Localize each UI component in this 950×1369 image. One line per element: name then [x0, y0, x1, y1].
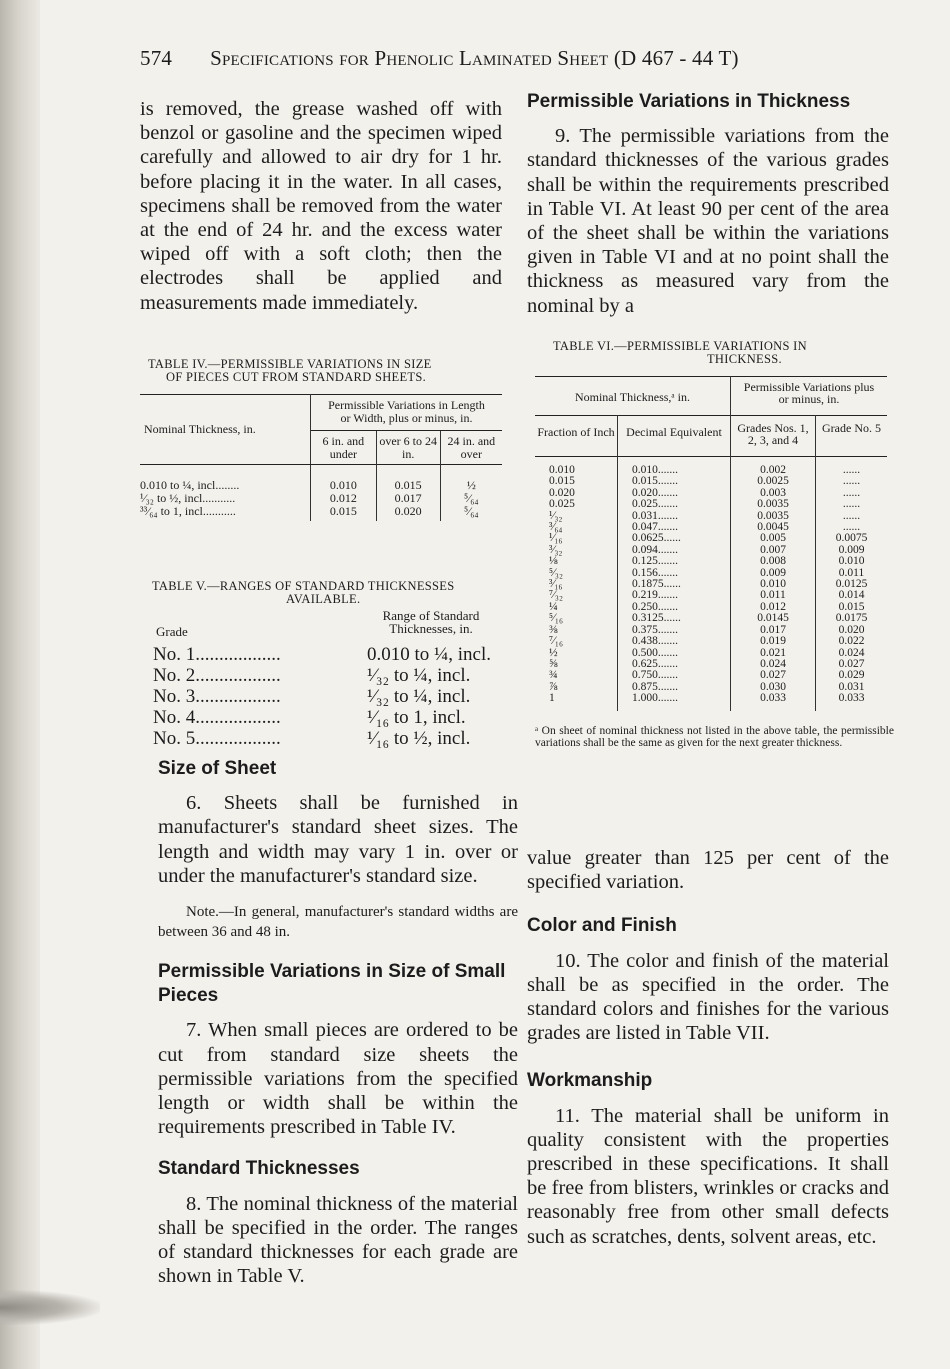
table-row — [535, 590, 887, 601]
table-iv-grid — [140, 394, 502, 521]
table-cell: ⅞ — [549, 680, 558, 693]
table-row: No. 5.................. ¹⁄₁₆ to ½, incl. — [153, 728, 471, 749]
table-cell: ...... — [816, 488, 888, 499]
table-row — [535, 613, 887, 624]
table-cell: 0.012 — [731, 602, 816, 613]
table-cell: ³⁄₃₂ — [549, 543, 563, 556]
table-row — [535, 579, 887, 590]
paragraph-11: 11. The material shall be uniform in quality consistent with the properties prescribed in these specifications. It shall be free from blisters, wrinkles or cracks and reasonably free from other small defects such as scratches, dents, solvent areas, etc. — [527, 1104, 889, 1248]
section-heading-thickness-variations: Permissible Variations in Thickness — [527, 91, 851, 112]
table-row — [535, 682, 887, 693]
table-row — [535, 625, 887, 636]
table-row — [535, 556, 887, 567]
paragraph-continued: is removed, the grease washed off with benzol or gasoline and the specimen wiped carefully and allowed to air dry for 1 hr. before placing it in the water. In all cases, specimens shall be removed from the water at the end of 24 hr. and the excess water wiped off with a soft cloth; then the electrodes shall be applied and measurements made immediately. — [140, 98, 502, 314]
table-cell: 0.020....... — [618, 488, 731, 499]
table-cell: 0.015....... — [618, 476, 731, 487]
table-vi-footnote: ᵃ On sheet of nominal thickness not listed in the above table, the permissible variations shall be the same as given for the next greater thickness. — [535, 724, 894, 750]
table-cell: 0.030 — [731, 682, 816, 693]
table-cell: ⅛ — [549, 555, 558, 568]
table-cell: 0.025 — [549, 498, 575, 511]
table-vi — [535, 340, 900, 750]
table-v-header-grade: Grade — [156, 624, 188, 639]
table-cell: 0.3125...... — [618, 613, 731, 624]
table-cell: 1 — [549, 692, 555, 705]
table-row: 0.010 to ¼, incl........ 0.010 0.015 ½ — [140, 465, 502, 492]
table-iv-caption: TABLE IV.—PERMISSIBLE VARIATIONS IN SIZE OF PIECES CUT FROM STANDARD SHEETS. — [148, 357, 432, 384]
table-row — [535, 476, 887, 487]
table-cell: ...... — [816, 522, 888, 533]
table-vi-caption: TABLE VI.—PERMISSIBLE VARIATIONS IN THICKNESS. — [553, 339, 807, 366]
table-cell: 0.005 — [731, 533, 816, 544]
left-column — [140, 97, 502, 315]
table-row — [535, 511, 887, 522]
table-v-caption: TABLE V.—RANGES OF STANDARD THICKNESSES AVAILABLE. — [152, 579, 455, 606]
table-cell: 0.003 — [731, 488, 816, 499]
table-cell: 0.250....... — [618, 602, 731, 613]
table-row — [535, 602, 887, 613]
table-cell: 0.029 — [816, 670, 888, 681]
table-cell: 0.047....... — [618, 522, 731, 533]
table-cell: 1.000....... — [618, 693, 731, 710]
table-cell: 0.625....... — [618, 659, 731, 670]
table-cell: ⁵⁄₃₂ — [549, 566, 563, 579]
table-row: ³³⁄₆₄ to 1, incl........... 0.015 0.020 ⁵⁄₆₄ — [140, 505, 502, 522]
table-row — [535, 568, 887, 579]
table-cell: 0.009 — [816, 545, 888, 556]
table-cell: 0.020 — [549, 486, 575, 499]
table-cell: 0.031 — [816, 682, 888, 693]
table-cell: 0.010....... — [618, 457, 731, 477]
table-vi-subheader-fraction: Fraction of Inch — [537, 425, 615, 439]
table-cell: ¹⁄₁₆ — [549, 532, 563, 545]
table-cell: 0.0025 — [731, 476, 816, 487]
table-cell: 0.0145 — [731, 613, 816, 624]
table-iv-subheader: 6 in. and under — [311, 431, 377, 465]
table-cell: ½ — [549, 646, 558, 659]
table-iv-subheader: 24 in. and over — [440, 431, 502, 465]
table-cell: 0.010 — [816, 556, 888, 567]
table-cell: 0.1875...... — [618, 579, 731, 590]
table-cell: ⁷⁄₃₂ — [549, 589, 563, 602]
table-cell: 0.002 — [731, 457, 816, 477]
table-cell: 0.015 — [816, 602, 888, 613]
table-row — [535, 488, 887, 499]
table-cell: 0.0125 — [816, 579, 888, 590]
table-cell: 0.094....... — [618, 545, 731, 556]
table-cell: ¹⁄₃₂ — [549, 509, 563, 522]
table-row: ¹⁄₃₂ to ½, incl........... 0.012 0.017 ⁵⁄₆₄ — [140, 492, 502, 505]
table-vi-subheader-grade5: Grade No. 5 — [816, 416, 888, 457]
paragraph-10: 10. The color and finish of the material shall be as specified in the order. The standard colors and finishes for the various grades are listed in Table VII. — [527, 949, 889, 1045]
table-cell: 0.033 — [731, 693, 816, 710]
header-title: Specifications for Phenolic Laminated Sheet — [210, 46, 609, 70]
table-cell: 0.010 — [549, 464, 575, 476]
table-cell: ¼ — [549, 600, 558, 613]
table-row — [535, 522, 887, 533]
table-cell: 0.125....... — [618, 556, 731, 567]
table-cell: 0.375....... — [618, 625, 731, 636]
table-iv-header-nominal: Nominal Thickness, in. — [140, 395, 311, 465]
table-cell: ...... — [816, 499, 888, 510]
table-cell: 0.015 — [549, 475, 575, 488]
table-row — [535, 533, 887, 544]
header-designation: (D 467 - 44 T) — [613, 46, 739, 70]
section-heading-size-of-sheet: Size of Sheet — [158, 758, 277, 779]
table-row — [535, 457, 887, 477]
table-iv-header-group: Permissible Variations in Length or Width, plus or minus, in. — [311, 395, 503, 431]
table-row: No. 2.................. ¹⁄₃₂ to ¼, incl. — [153, 665, 471, 686]
table-cell: ³⁄₆₄ — [549, 521, 563, 534]
table-iv — [140, 358, 510, 521]
table-cell: 0.010 — [731, 579, 816, 590]
table-cell: 0.500....... — [618, 648, 731, 659]
table-cell: 0.019 — [731, 636, 816, 647]
table-cell: 0.0075 — [816, 533, 888, 544]
paragraph-7: 7. When small pieces are ordered to be cut from standard size sheets the permissible variations from the specified length or width shall be within the requirements prescribed in Table IV. — [158, 1019, 518, 1139]
section-heading-color-finish: Color and Finish — [527, 915, 677, 937]
table-cell: 0.0035 — [731, 511, 816, 522]
table-v-grid — [152, 644, 492, 749]
table-cell: 0.024 — [816, 648, 888, 659]
table-row: No. 1.................. 0.010 to ¼, incl. — [153, 644, 492, 665]
section-heading-small-pieces: Permissible Variations in Size of Small Pieces — [158, 961, 506, 1007]
paragraph-8: 8. The nominal thickness of the material shall be specified in the order. The ranges of standard thicknesses for each grade are shown in Table V. — [158, 1192, 518, 1288]
table-cell: 0.0625...... — [618, 533, 731, 544]
section-heading-workmanship: Workmanship — [527, 1070, 653, 1092]
table-cell: 0.009 — [731, 568, 816, 579]
paragraph-9: 9. The permissible variations from the standard thicknesses of the various grades shall be within the requirements prescribed in Table VI. At least 90 per cent of the area of the sheet shall be within the variations given in Table VI and at no point shall the thickness as measured vary from the nominal by a — [527, 125, 889, 317]
table-vi-subheader-decimal: Decimal Equivalent — [618, 416, 731, 457]
page-number: 574 — [140, 46, 173, 70]
table-cell: ¾ — [549, 669, 558, 682]
table-cell: 0.0045 — [731, 522, 816, 533]
table-row — [535, 693, 887, 710]
paragraph-9-continued: value greater than 125 per cent of the specified variation. — [527, 847, 889, 894]
table-cell: 0.020 — [816, 625, 888, 636]
table-vi-body — [535, 457, 887, 711]
table-cell: 0.024 — [731, 659, 816, 670]
table-row — [535, 670, 887, 681]
table-cell: 0.022 — [816, 636, 888, 647]
table-row — [535, 545, 887, 556]
table-cell: 0.027 — [731, 670, 816, 681]
table-iv-subheader: over 6 to 24 in. — [376, 431, 440, 465]
left-column-lower — [158, 757, 518, 1288]
paragraph-6: 6. Sheets shall be furnished in manufacturer's standard sheet sizes. The length and width may vary 1 in. over or under the manufacturer's standard size. — [158, 792, 518, 887]
table-cell: ⁵⁄₁₆ — [549, 612, 563, 625]
table-row — [535, 659, 887, 670]
table-cell: 0.011 — [731, 590, 816, 601]
table-cell: 0.219....... — [618, 590, 731, 601]
table-vi-header-perm: Permissible Variations plus or minus, in. — [731, 377, 888, 416]
table-cell: 0.875....... — [618, 682, 731, 693]
table-row — [535, 499, 887, 510]
table-row — [535, 648, 887, 659]
table-cell: 0.027 — [816, 659, 888, 670]
table-cell: 0.438....... — [618, 636, 731, 647]
table-cell: ⅜ — [549, 623, 558, 636]
table-cell: 0.008 — [731, 556, 816, 567]
table-cell: 0.031....... — [618, 511, 731, 522]
section-heading-standard-thicknesses: Standard Thicknesses — [158, 1158, 360, 1180]
table-cell: 0.017 — [731, 625, 816, 636]
table-cell: ...... — [816, 476, 888, 487]
table-vi-subheader-grades: Grades Nos. 1, 2, 3, and 4 — [731, 416, 816, 457]
table-row: No. 4.................. ¹⁄₁₆ to 1, incl. — [153, 707, 466, 728]
table-v — [152, 580, 512, 749]
table-cell: ³⁄₁₆ — [549, 578, 563, 591]
table-vi-grid — [535, 376, 887, 711]
table-row — [535, 636, 887, 647]
table-v-header-range: Range of Standard Thicknesses, in. — [382, 608, 480, 636]
table-cell: ...... — [816, 511, 888, 522]
table-cell: ⁷⁄₁₆ — [549, 635, 563, 648]
table-cell: ⅝ — [549, 657, 558, 670]
table-cell: 0.021 — [731, 648, 816, 659]
right-column — [527, 90, 889, 318]
table-cell: 0.0175 — [816, 613, 888, 624]
table-cell: 0.156....... — [618, 568, 731, 579]
table-cell: 0.750....... — [618, 670, 731, 681]
running-header — [140, 46, 820, 71]
table-cell: 0.033 — [816, 693, 888, 710]
table-cell: 0.0035 — [731, 499, 816, 510]
note: Note.—In general, manufacturer's standard widths are between 36 and 48 in. — [158, 904, 518, 941]
table-cell: ...... — [816, 457, 888, 477]
table-cell: 0.007 — [731, 545, 816, 556]
table-cell: 0.014 — [816, 590, 888, 601]
table-row: No. 3.................. ¹⁄₃₂ to ¼, incl. — [153, 686, 471, 707]
right-column-lower — [527, 846, 889, 1249]
table-vi-header-nominal: Nominal Thickness,ᵃ in. — [574, 390, 691, 404]
table-cell: 0.011 — [816, 568, 888, 579]
table-cell: 0.025....... — [618, 499, 731, 510]
